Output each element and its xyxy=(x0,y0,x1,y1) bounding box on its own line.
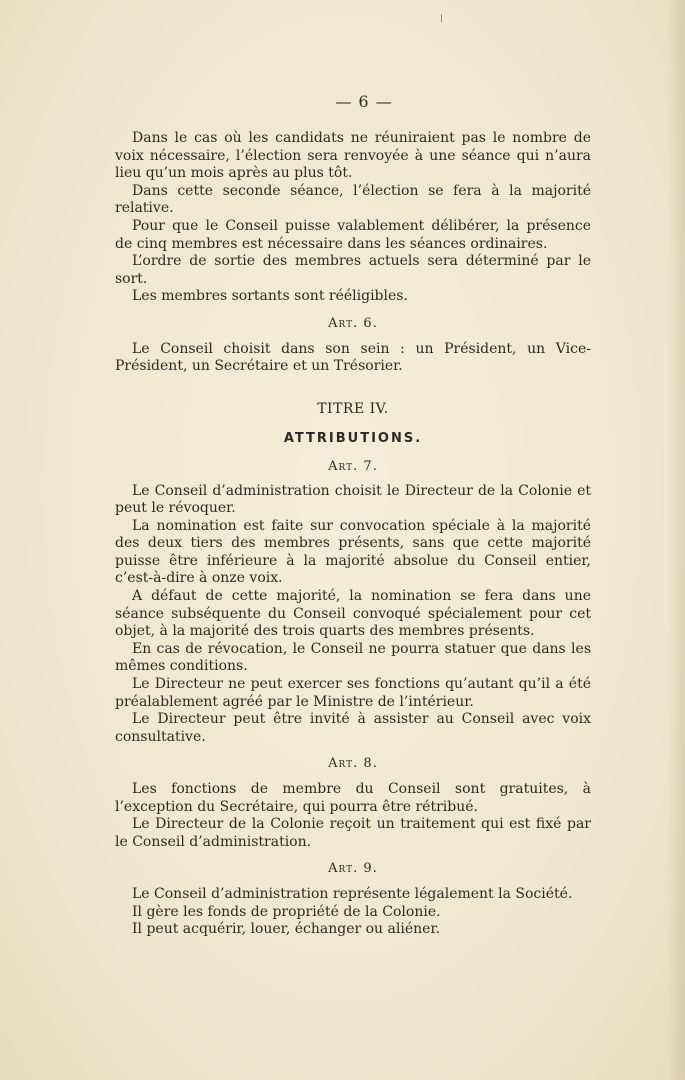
paragraph-funds-management: Il gère les fonds de propriété de la Colonie. xyxy=(132,903,441,920)
paragraph-second-session: Dans cette seconde séance, l’élection se fera à la majorité relative. xyxy=(115,182,591,217)
page-number: — 6 — xyxy=(335,92,393,111)
paragraph-legal-representation: Le Conseil d’administration représente légalement la Société. xyxy=(132,885,573,902)
paragraph-officers: Le Conseil choisit dans son sein : un Président, un Vice-Président, un Secrétaire et un Trésorier. xyxy=(115,340,591,375)
paragraph-quorum: Pour que le Conseil puisse valablement délibérer, la présence de cinq membres est nécessaire dans les séances ordinaires. xyxy=(115,217,591,252)
paragraph-exit-order: L’ordre de sortie des membres actuels sera déterminé par le sort. xyxy=(115,253,591,287)
paragraph-director-salary: Le Directeur de la Colonie reçoit un traitement qui est fixé par le Conseil d’administration. xyxy=(115,816,591,850)
paragraph-election-delay: Dans le cas où les candidats ne réuniraient pas le nombre de voix nécessaire, l’élection sera renvoyée à une séance qui n’aura lieu qu’un mois après au plus tôt. xyxy=(115,130,591,182)
paragraph-unpaid-functions: Les fonctions de membre du Conseil sont gratuites, à l’exception du Secrétaire, qui pourra être rétribué. xyxy=(115,781,591,815)
print-mark xyxy=(441,14,442,22)
article-7-heading: Art. 7. xyxy=(328,458,378,474)
paragraph-property-rights: Il peut acquérir, louer, échanger ou aliéner. xyxy=(132,921,441,938)
paragraph-nomination: La nomination est faite sur convocation spéciale à la majorité des deux tiers des membres présents, sans que cette majorité puisse être inférieure à la majorité absolue du Conseil entier, c’est-à-dire à onze voix. xyxy=(115,517,591,587)
document-body xyxy=(115,92,591,939)
article-8-heading: Art. 8. xyxy=(328,756,378,772)
article-6-heading: Art. 6. xyxy=(328,315,378,331)
article-9-heading: Art. 9. xyxy=(328,861,378,877)
page-edge-shadow xyxy=(667,0,685,1080)
paragraph-director-choice: Le Conseil d’administration choisit le Directeur de la Colonie et peut le révoquer. xyxy=(115,482,591,517)
paragraph-minister-approval: Le Directeur ne peut exercer ses fonctions qu’autant qu’il a été préalablement agréé par le Ministre de l’intérieur. xyxy=(115,676,591,710)
paragraph-revocation: En cas de révocation, le Conseil ne pourra statuer que dans les mêmes conditions. xyxy=(115,640,591,675)
paragraph-advisory-vote: Le Directeur peut être invité à assister au Conseil avec voix consultative. xyxy=(115,711,591,745)
titre-heading: TITRE IV. xyxy=(317,400,389,417)
attributions-heading: ATTRIBUTIONS. xyxy=(283,431,423,447)
paragraph-majority-default: A défaut de cette majorité, la nomination se fera dans une séance subséquente du Conseil convoqué spécialement pour cet objet, à la majorité des trois quarts des membres présents. xyxy=(115,588,591,640)
paragraph-reeligible: Les membres sortants sont rééligibles. xyxy=(132,288,408,305)
